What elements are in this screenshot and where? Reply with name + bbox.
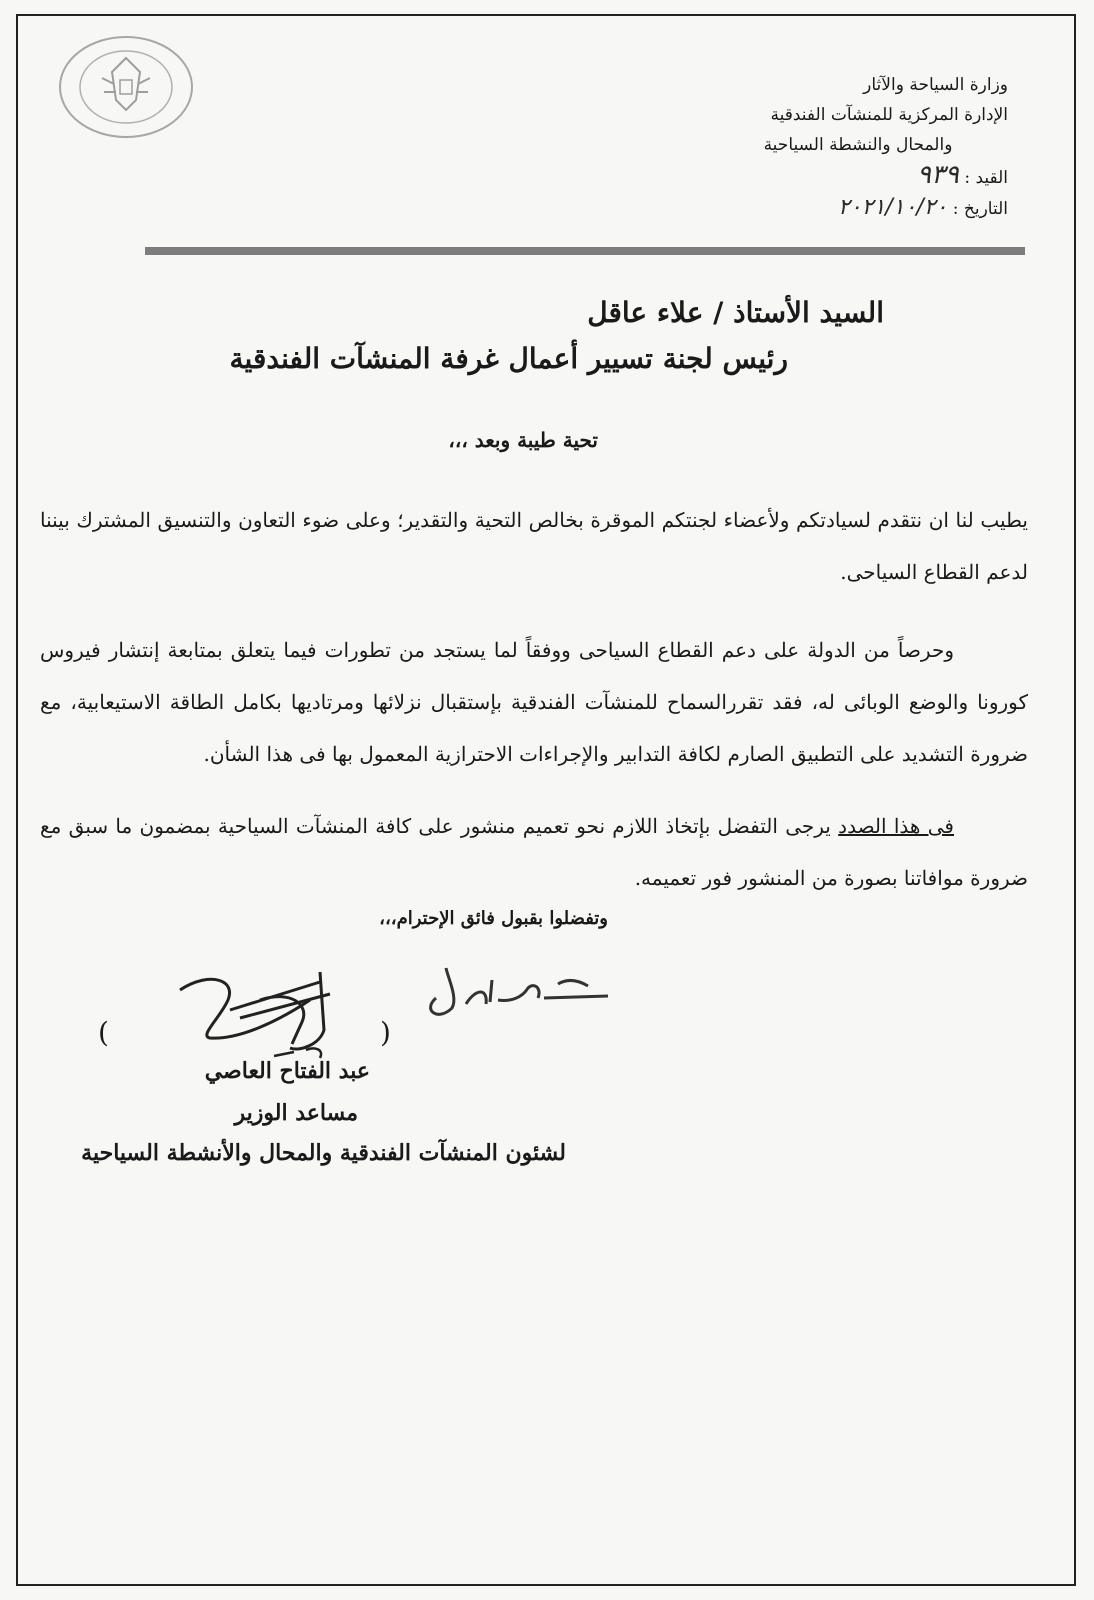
handwritten-note xyxy=(418,958,618,1028)
signatory-name: عبد الفتاح العاصي xyxy=(204,1058,370,1084)
reference-number xyxy=(708,160,1008,193)
ministry-name: وزارة السياحة والآثار xyxy=(863,75,1008,95)
paragraph-2: وحرصاً من الدولة على دعم القطاع السياحى ووفقاً لما يستجد من تطورات فيما يتعلق بمتابعة إنتشار فيروس كورونا والوضع الوبائى له، فقد تقررالسماح للمنشآت الفندقية بإستقبال نزلائها ومرتاديها بكامل الطاقة الاستيعابية، مع ضرورة التشديد على التطبيق الصارم لكافة التدابير والإجراءات الاحترازية المعمول بها فى هذا الشأن. xyxy=(40,638,1028,766)
reference-label: القيد : xyxy=(964,168,1008,188)
signatory-department: لشئون المنشآت الفندقية والمحال والأنشطة السياحية xyxy=(81,1140,566,1166)
paragraph-3-body: يرجى التفضل بإتخاذ اللازم نحو تعميم منشور على كافة المنشآت السياحية بمضمون ما سبق مع ضرورة موافاتنا بصورة من المنشور فور تعميمه. xyxy=(40,814,1028,890)
addressee-title: رئيس لجنة تسيير أعمال غرفة المنشآت الفندقية xyxy=(229,342,788,375)
ministry-seal-logo xyxy=(56,32,196,142)
handwritten-signature xyxy=(170,960,370,1070)
addressee-name: السيد الأستاذ / علاء عاقل xyxy=(587,296,884,329)
date-value: ٢٠٢١/١٠/٢٠ xyxy=(837,195,948,220)
closing-line: وتفضلوا بقبول فائق الإحترام،،، xyxy=(379,908,608,929)
date-label: التاريخ : xyxy=(952,199,1008,219)
reference-value: ٩٣٩ xyxy=(917,160,959,190)
paragraph-1: يطيب لنا ان نتقدم لسيادتكم ولأعضاء لجنتكم الموقرة بخالص التحية والتقدير؛ وعلى ضوء التعاون والتنسيق المشترك بيننا لدعم القطاع السياحى. xyxy=(40,508,1028,584)
department-line-1: الإدارة المركزية للمنشآت الفندقية xyxy=(770,105,1008,125)
letter-header xyxy=(708,70,1008,224)
paragraph-3-lead: فى هذا الصدد xyxy=(838,814,954,838)
greeting: تحية طيبة وبعد ،،، xyxy=(448,428,598,452)
signature-bracket-right: ) xyxy=(380,1016,391,1049)
letter-date xyxy=(708,193,1008,224)
header-divider xyxy=(145,247,1025,255)
paragraph-3 xyxy=(40,800,1028,904)
signatory-title: مساعد الوزير xyxy=(234,1100,358,1126)
signature-bracket-left: ( xyxy=(98,1016,109,1049)
department-line-2: والمحال والنشطة السياحية xyxy=(763,135,953,155)
